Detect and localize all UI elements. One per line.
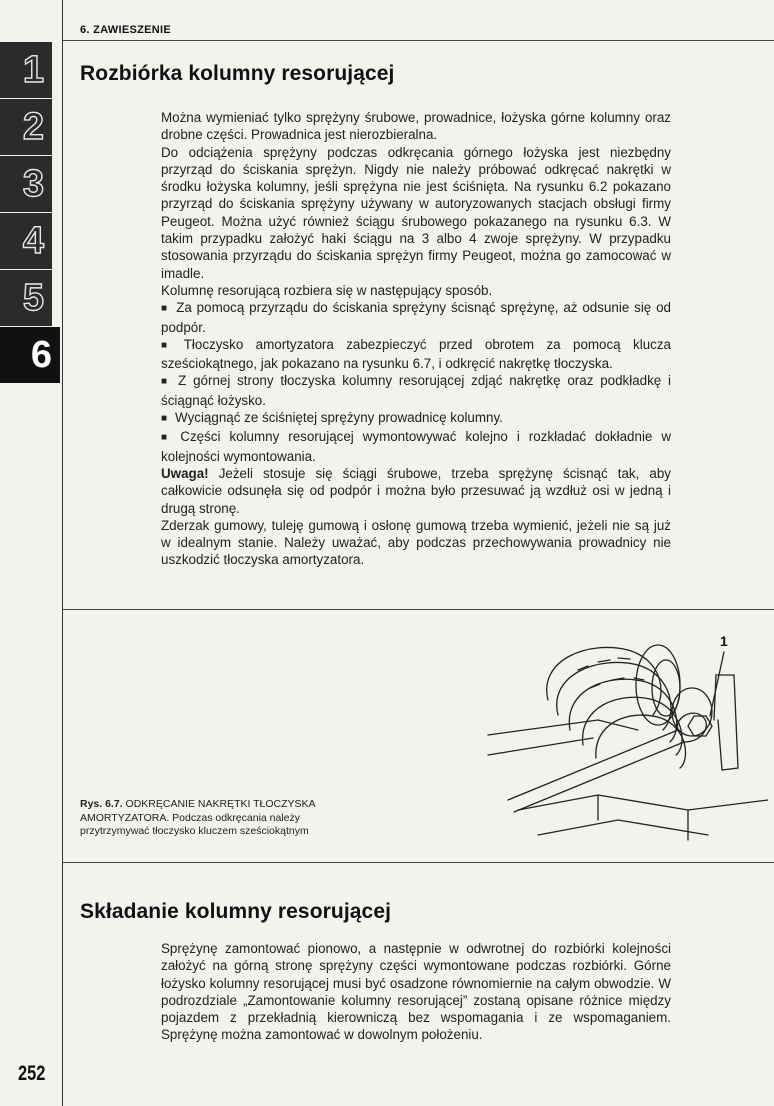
- step-item: ■ Części kolumny resorującej wymontowywać kolejno i rozkładać dokładnie w kolejności wymontowania.: [161, 428, 671, 465]
- step-item: ■ Za pomocą przyrządu do ściskania sprężyny ścisnąć sprężynę, aż odsunie się od podpór.: [161, 299, 671, 336]
- header-rule: [62, 40, 774, 41]
- note-label: Uwaga!: [161, 465, 209, 481]
- paragraph: Zderzak gumowy, tuleję gumową i osłonę gumową trzeba wymienić, jeżeli nie są już w idealnym stanie. Należy uważać, aby podczas przechowywania prowadnicy nie uszkodzić tłoczyska amortyzatora.: [161, 517, 671, 568]
- assembly-body: [161, 940, 671, 1044]
- chapter-tab-2[interactable]: 2: [0, 99, 52, 155]
- running-header: 6. ZAWIESZENIE: [80, 24, 171, 36]
- figure-description: Podczas odkręcania należy przytrzymywać tłoczysko kluczem sześciokątnym: [80, 811, 309, 837]
- figure-bottom-rule: [62, 862, 774, 863]
- strut-nut-illustration: [478, 620, 768, 860]
- figure-caption: [80, 798, 370, 839]
- paragraph: Do odciążenia sprężyny podczas odkręcania górnego łożyska jest niezbędny przyrząd do ściskania sprężyn. Nigdy nie należy próbować odkręcać nakrętki w środku łożyska kolumny, jeśli sprężyna nie jest ściśnięta. Na rysunku 6.2 pokazano przyrząd do ściskania sprężyny używany w autoryzowanych stacjach obsługi firmy Peugeot. Można użyć również ściągu śrubowego pokazanego na rysunku 6.3. W takim przypadku założyć haki ściągu na 3 albo 4 zwoje sprężyny. W przypadku stosowania przyrządu do ściskania sprężyn firmy Peugeot, można go zamocować w imadle.: [161, 144, 671, 281]
- chapter-tab-5[interactable]: 5: [0, 270, 52, 326]
- section-title-assembly: Składanie kolumny resorującej: [80, 900, 392, 923]
- chapter-tab-3[interactable]: 3: [0, 156, 52, 212]
- disassembly-body: [161, 109, 671, 569]
- figure-label: Rys. 6.7.: [80, 798, 123, 810]
- margin-rule: [62, 0, 63, 1106]
- chapter-tabs: [0, 42, 52, 384]
- chapter-tab-1[interactable]: 1: [0, 42, 52, 98]
- chapter-tab-6-active[interactable]: 6: [0, 327, 60, 383]
- step-item: ■ Wyciągnąć ze ściśniętej sprężyny prowadnicę kolumny.: [161, 409, 671, 428]
- chapter-tab-4[interactable]: 4: [0, 213, 52, 269]
- step-item: ■ Tłoczysko amortyzatora zabezpieczyć przed obrotem za pomocą klucza sześciokątnego, jak pokazano na rysunku 6.7, i odkręcić nakrętkę tłoczyska.: [161, 336, 671, 373]
- figure-title: ODKRĘCANIE NAKRĘTKI TŁOCZYSKA AMORTYZATORA.: [80, 798, 315, 824]
- step-item: ■ Z górnej strony tłoczyska kolumny resorującej zdjąć nakrętkę oraz podkładkę i ściągnąć łożysko.: [161, 372, 671, 409]
- section-title-disassembly: Rozbiórka kolumny resorującej: [80, 62, 395, 85]
- page-number: 252: [18, 1062, 46, 1085]
- note: [161, 465, 671, 517]
- paragraph: Można wymieniać tylko sprężyny śrubowe, prowadnice, łożyska górne kolumny oraz drobne części. Prowadnica jest nierozbieralna.: [161, 110, 671, 143]
- paragraph: Kolumnę resorującą rozbiera się w następujący sposób.: [161, 282, 493, 298]
- figure-top-rule: [62, 609, 774, 610]
- paragraph: Sprężynę zamontować pionowo, a następnie w odwrotnej do rozbiórki kolejności założyć na górną stronę sprężyny części wymontowane podczas rozbiórki. Górne łożysko kolumny resorującej musi być osadzone równomiernie na całym obwodzie. W podrozdziale „Zamontowanie kolumny resorującej” zostaną opisane różnice między pojazdem z przekładnią kierowniczą bez wspomagania i ze wspomaganiem. Sprężynę można zamontować w dowolnym położeniu.: [161, 941, 671, 1043]
- note-text: Jeżeli stosuje się ściągi śrubowe, trzeba sprężynę ścisnąć tak, aby całkowicie odsunęła się od podpór i można było przesuwać ją wzdłuż osi w jedną i drugą stronę.: [161, 465, 671, 516]
- figure-callout-1: 1: [720, 633, 728, 649]
